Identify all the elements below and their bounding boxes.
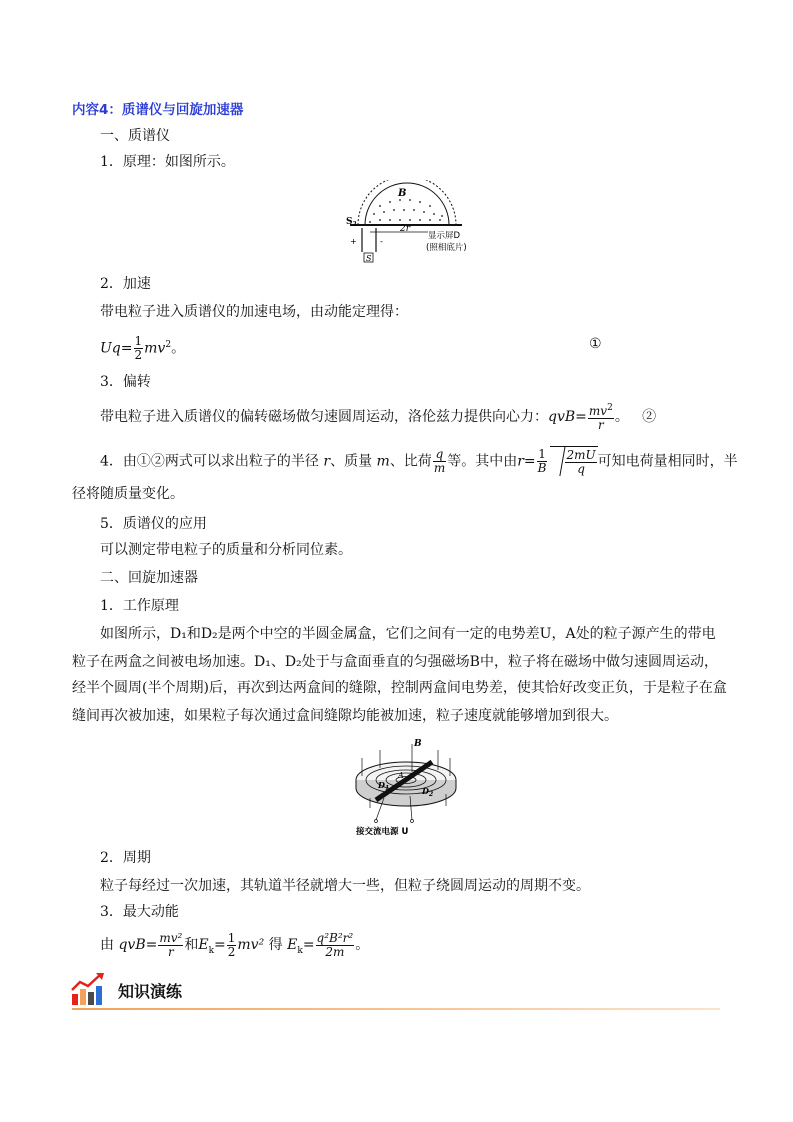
item-working-principle: 1．工作原理 <box>100 598 179 614</box>
svg-text:+: + <box>350 237 357 246</box>
label-film: (照相底片) <box>426 243 467 253</box>
label-B: B <box>398 188 407 199</box>
equation-3: 由 qvB= $\frac{\text{mv²}}{r}$ 和$E_k=$ $\frac{1}{2}$ mv² 得 $E_k=$ $\frac{\text{q²B²r²}}{2m}$ 。 <box>100 930 370 959</box>
label-S2: S <box>346 217 353 227</box>
subheading-mass-spectrometer: 一、质谱仪 <box>100 128 170 144</box>
label-screen: 显示屏D <box>428 231 461 241</box>
deflection-line: 带电粒子进入质谱仪的偏转磁场做匀速圆周运动，洛伦兹力提供向心力：qvB= $\frac{mv^2}{r}$ 。 ② <box>100 403 657 432</box>
item-deflection: 3．偏转 <box>100 374 151 390</box>
item-4-line2: 径将随质量变化。 <box>72 486 184 502</box>
svg-text:-: - <box>380 237 383 246</box>
item-application: 5．质谱仪的应用 <box>100 516 207 532</box>
item-max-ke: 3．最大动能 <box>100 904 179 920</box>
label-A: A <box>398 771 404 780</box>
principle-line-2: 粒子在两盒之间被电场加速。D₁、D₂处于与盒面垂直的匀强磁场B中，粒子将在磁场中做匀速圆周运动， <box>72 654 718 670</box>
item-acceleration: 2．加速 <box>100 276 151 292</box>
svg-text:S2: $S_2$ <box>346 217 357 228</box>
mass-spectrometer-figure <box>340 180 480 264</box>
item-period: 2．周期 <box>100 850 151 866</box>
label-ac-source: 接交流电源 U <box>356 827 409 837</box>
principle-line-3: 经半个圆周(半个周期)后，再次到达两盒间的缝隙，控制两盒间电势差，使其恰好改变正负，于是粒子在盒 <box>72 680 727 696</box>
label-2r: 2r <box>400 224 411 234</box>
principle-line-1: 如图所示，D₁和D₂是两个中空的半圆金属盒，它们之间有一定的电势差U，A处的粒子源产生的带电 <box>100 626 716 642</box>
label-D2: D <box>422 786 429 796</box>
application-text: 可以测定带电粒子的质量和分析同位素。 <box>100 542 352 558</box>
item-principle: 1．原理：如图所示。 <box>100 154 235 170</box>
acceleration-text: 带电粒子进入质谱仪的加速电场，由动能定理得： <box>100 304 408 320</box>
period-text: 粒子每经过一次加速，其轨道半径就增大一些，但粒子绕圆周运动的周期不变。 <box>100 878 590 894</box>
label-S: S <box>366 254 372 263</box>
chart-icon <box>70 972 106 1006</box>
principle-line-4: 缝间再次被加速，如果粒子每次通过盒间缝隙均能被加速，粒子速度就能够增加到很大。 <box>72 708 618 724</box>
section-heading: 内容4：质谱仪与回旋加速器 <box>72 102 244 118</box>
label-B2: B <box>414 739 422 749</box>
cyclotron-figure <box>350 736 466 838</box>
svg-text:D1: $D_1$ <box>378 780 390 792</box>
footer-rule <box>72 1008 720 1010</box>
footer-title: 知识演练 <box>118 982 183 1001</box>
item-4-line1: 4．由①②两式可以求出粒子的半径 r、质量 m、比荷 $\frac{q}{m}$ 等。其中由r= $\frac{1}{B}$ $\frac{2mU}{q}$ 可知电荷量相同时，半 <box>100 447 738 476</box>
subheading-cyclotron: 二、回旋加速器 <box>100 570 198 586</box>
equation-1-mark: ① <box>589 336 602 352</box>
equation-1: Uq= $\frac{1}{2}$ $mv^2$。 <box>100 334 186 363</box>
svg-text:D2: $D_2$ <box>422 786 434 798</box>
label-D1: D <box>378 780 385 790</box>
